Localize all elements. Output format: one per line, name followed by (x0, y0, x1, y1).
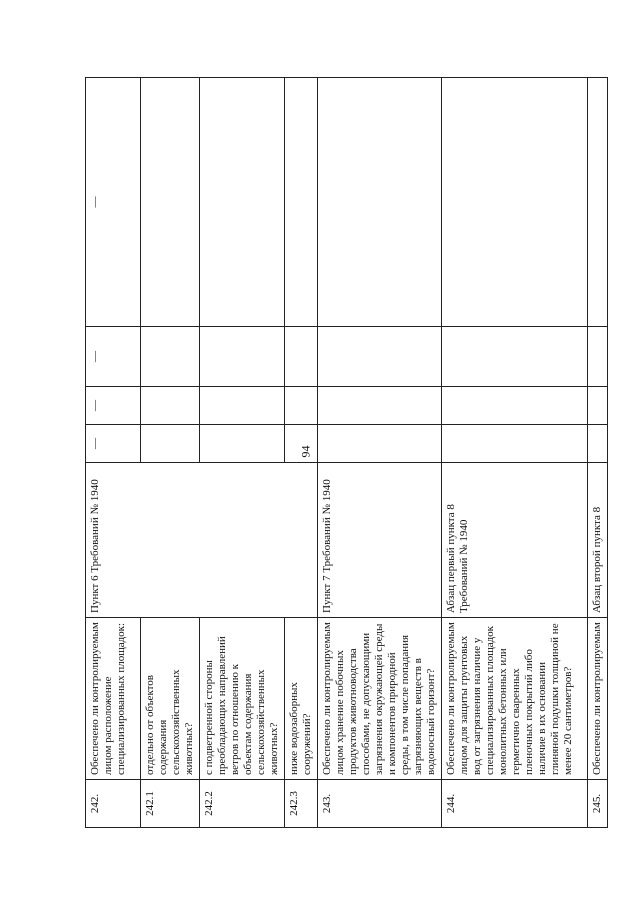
question-cell: Обеспечено ли контролируемым лицом расположение специализированных площадок: (86, 618, 141, 780)
table-row-245 (588, 78, 608, 828)
answer-na-cell (442, 327, 588, 387)
dash-mark: — (89, 400, 101, 411)
table-row-242-2 (200, 78, 285, 828)
answer-yes-cell (442, 425, 588, 463)
row-number: 242.2 (200, 780, 285, 828)
note-cell (200, 78, 285, 327)
note-cell (442, 78, 588, 327)
question-cell: ниже водозаборных сооружений? (285, 618, 318, 780)
dash-mark: — (89, 196, 101, 208)
row-number: 245. (588, 780, 608, 828)
legal-reference-cell: Абзац второй пункта 8 (588, 463, 608, 618)
answer-yes-cell (86, 425, 141, 463)
table-row-242-1 (141, 78, 200, 828)
answer-no-cell (141, 387, 200, 425)
note-cell (141, 78, 200, 327)
answer-no-cell (588, 387, 608, 425)
question-cell: с подветренной стороны преобладающих направлений ветров по отношению к объектам содержания сельскохозяйственных животных? (200, 618, 285, 780)
row-number: 242.3 (285, 780, 318, 828)
answer-yes-cell (318, 425, 442, 463)
row-number: 244. (442, 780, 588, 828)
answer-no-cell (200, 387, 285, 425)
checklist-table (85, 77, 608, 828)
row-number: 242. (86, 780, 141, 828)
answer-no-cell (442, 387, 588, 425)
answer-no-cell (285, 387, 318, 425)
note-cell (285, 78, 318, 327)
note-cell (318, 78, 442, 327)
legal-reference-cell: Абзац первый пункта 8 Требований № 1940 (442, 463, 588, 618)
dash-mark: — (89, 438, 101, 449)
answer-yes-cell (285, 425, 318, 463)
legal-reference-cell: Пункт 6 Требований № 1940 (86, 463, 318, 618)
answer-no-cell (86, 387, 141, 425)
answer-na-cell (141, 327, 200, 387)
note-cell (588, 78, 608, 327)
question-cell: Обеспечено ли контролируемым (588, 618, 608, 780)
answer-na-cell (200, 327, 285, 387)
rotated-page-content (85, 78, 630, 828)
row-number: 243. (318, 780, 442, 828)
question-cell: отдельно от объектов содержания сельскохозяйственных животных? (141, 618, 200, 780)
answer-yes-cell (200, 425, 285, 463)
question-cell: Обеспечено ли контролируемым лицом для защиты грунтовых вод от загрязнения наличие у специализированных площадок монолитных бетонных или герметично сваренных пленочных покрытий либо наличие в их основании глиняной подушки толщиной не менее 20 сантиметров? (442, 618, 588, 780)
answer-na-cell (86, 327, 141, 387)
table-row-242-3 (285, 78, 318, 828)
answer-na-cell (588, 327, 608, 387)
table-row-244 (442, 78, 588, 828)
note-cell (86, 78, 141, 327)
table-row-243 (318, 78, 442, 828)
question-cell: Обеспечено ли контролируемым лицом хранение побочных продуктов животноводства способами, не допускающими загрязнения окружающей среды и компонентов природной среды, в том числе попадания загрязняющих веществ в водоносный горизонт? (318, 618, 442, 780)
legal-reference-cell: Пункт 7 Требований № 1940 (318, 463, 442, 618)
table-row-242 (86, 78, 141, 828)
row-number: 242.1 (141, 780, 200, 828)
answer-no-cell (318, 387, 442, 425)
page-number: 94 (298, 445, 313, 458)
answer-yes-cell (588, 425, 608, 463)
dash-mark: — (89, 351, 101, 362)
answer-yes-cell (141, 425, 200, 463)
answer-na-cell (285, 327, 318, 387)
answer-na-cell (318, 327, 442, 387)
